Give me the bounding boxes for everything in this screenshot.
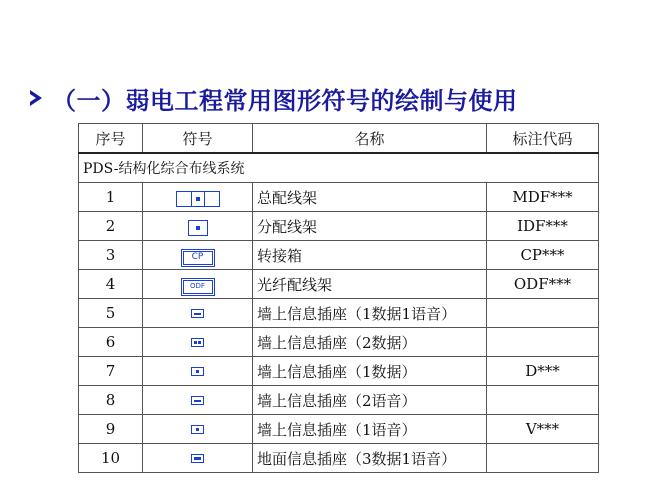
table-row: [79, 241, 599, 270]
wall-outlet-1voice-icon: [191, 425, 204, 434]
table-row: [79, 328, 599, 357]
row-name: 总配线架: [253, 183, 487, 212]
section-label: PDS-结构化综合布线系统: [79, 153, 599, 183]
table-header-row: [79, 124, 599, 154]
row-symbol: [143, 328, 253, 357]
row-name: 墙上信息插座（1数据）: [253, 357, 487, 386]
row-symbol: [143, 299, 253, 328]
row-symbol: [143, 183, 253, 212]
header-symbol: 符号: [143, 124, 253, 154]
row-symbol: [143, 444, 253, 473]
row-index: 4: [79, 270, 143, 299]
row-name: 墙上信息插座（1语音）: [253, 415, 487, 444]
row-code: V***: [487, 415, 599, 444]
table-row: [79, 386, 599, 415]
table-section-row: [79, 153, 599, 183]
row-name: 分配线架: [253, 212, 487, 241]
row-index: 7: [79, 357, 143, 386]
table-row: [79, 183, 599, 212]
row-symbol: [143, 270, 253, 299]
row-index: 9: [79, 415, 143, 444]
row-name: 墙上信息插座（2数据）: [253, 328, 487, 357]
row-name: 转接箱: [253, 241, 487, 270]
floor-outlet-icon: [191, 454, 204, 463]
row-index: 8: [79, 386, 143, 415]
table-row: [79, 212, 599, 241]
row-code: D***: [487, 357, 599, 386]
wall-outlet-data-voice-icon: [191, 309, 204, 318]
row-index: 6: [79, 328, 143, 357]
table-row: [79, 415, 599, 444]
row-code: [487, 299, 599, 328]
table-row: [79, 357, 599, 386]
table-row: [79, 270, 599, 299]
row-symbol: [143, 386, 253, 415]
row-code: [487, 328, 599, 357]
row-code: [487, 444, 599, 473]
row-name: 墙上信息插座（2语音）: [253, 386, 487, 415]
row-name: 光纤配线架: [253, 270, 487, 299]
row-index: 5: [79, 299, 143, 328]
row-index: 1: [79, 183, 143, 212]
row-code: MDF***: [487, 183, 599, 212]
wall-outlet-1data-icon: [191, 367, 204, 376]
header-index: 序号: [79, 124, 143, 154]
symbol-table: [78, 123, 599, 473]
row-name: 墙上信息插座（1数据1语音）: [253, 299, 487, 328]
row-code: CP***: [487, 241, 599, 270]
idf-rack-icon: [188, 220, 208, 236]
table-row: [79, 444, 599, 473]
header-name: 名称: [253, 124, 487, 154]
row-symbol: [143, 241, 253, 270]
odf-rack-icon: ODF: [183, 280, 213, 294]
slide-title: [30, 78, 518, 118]
row-symbol: [143, 415, 253, 444]
row-symbol: [143, 212, 253, 241]
row-index: 2: [79, 212, 143, 241]
header-code: 标注代码: [487, 124, 599, 154]
wall-outlet-2data-icon: [191, 338, 204, 347]
row-code: [487, 386, 599, 415]
row-index: 10: [79, 444, 143, 473]
arrow-bullet-icon: [30, 90, 42, 106]
row-code: ODF***: [487, 270, 599, 299]
slide-title-text: （一）弱电工程常用图形符号的绘制与使用: [52, 86, 518, 115]
wall-outlet-2voice-icon: [191, 396, 204, 405]
mdf-rack-icon: [176, 191, 220, 207]
row-name: 地面信息插座（3数据1语音）: [253, 444, 487, 473]
table-row: [79, 299, 599, 328]
cp-box-icon: CP: [183, 251, 213, 265]
row-code: IDF***: [487, 212, 599, 241]
row-index: 3: [79, 241, 143, 270]
row-symbol: [143, 357, 253, 386]
